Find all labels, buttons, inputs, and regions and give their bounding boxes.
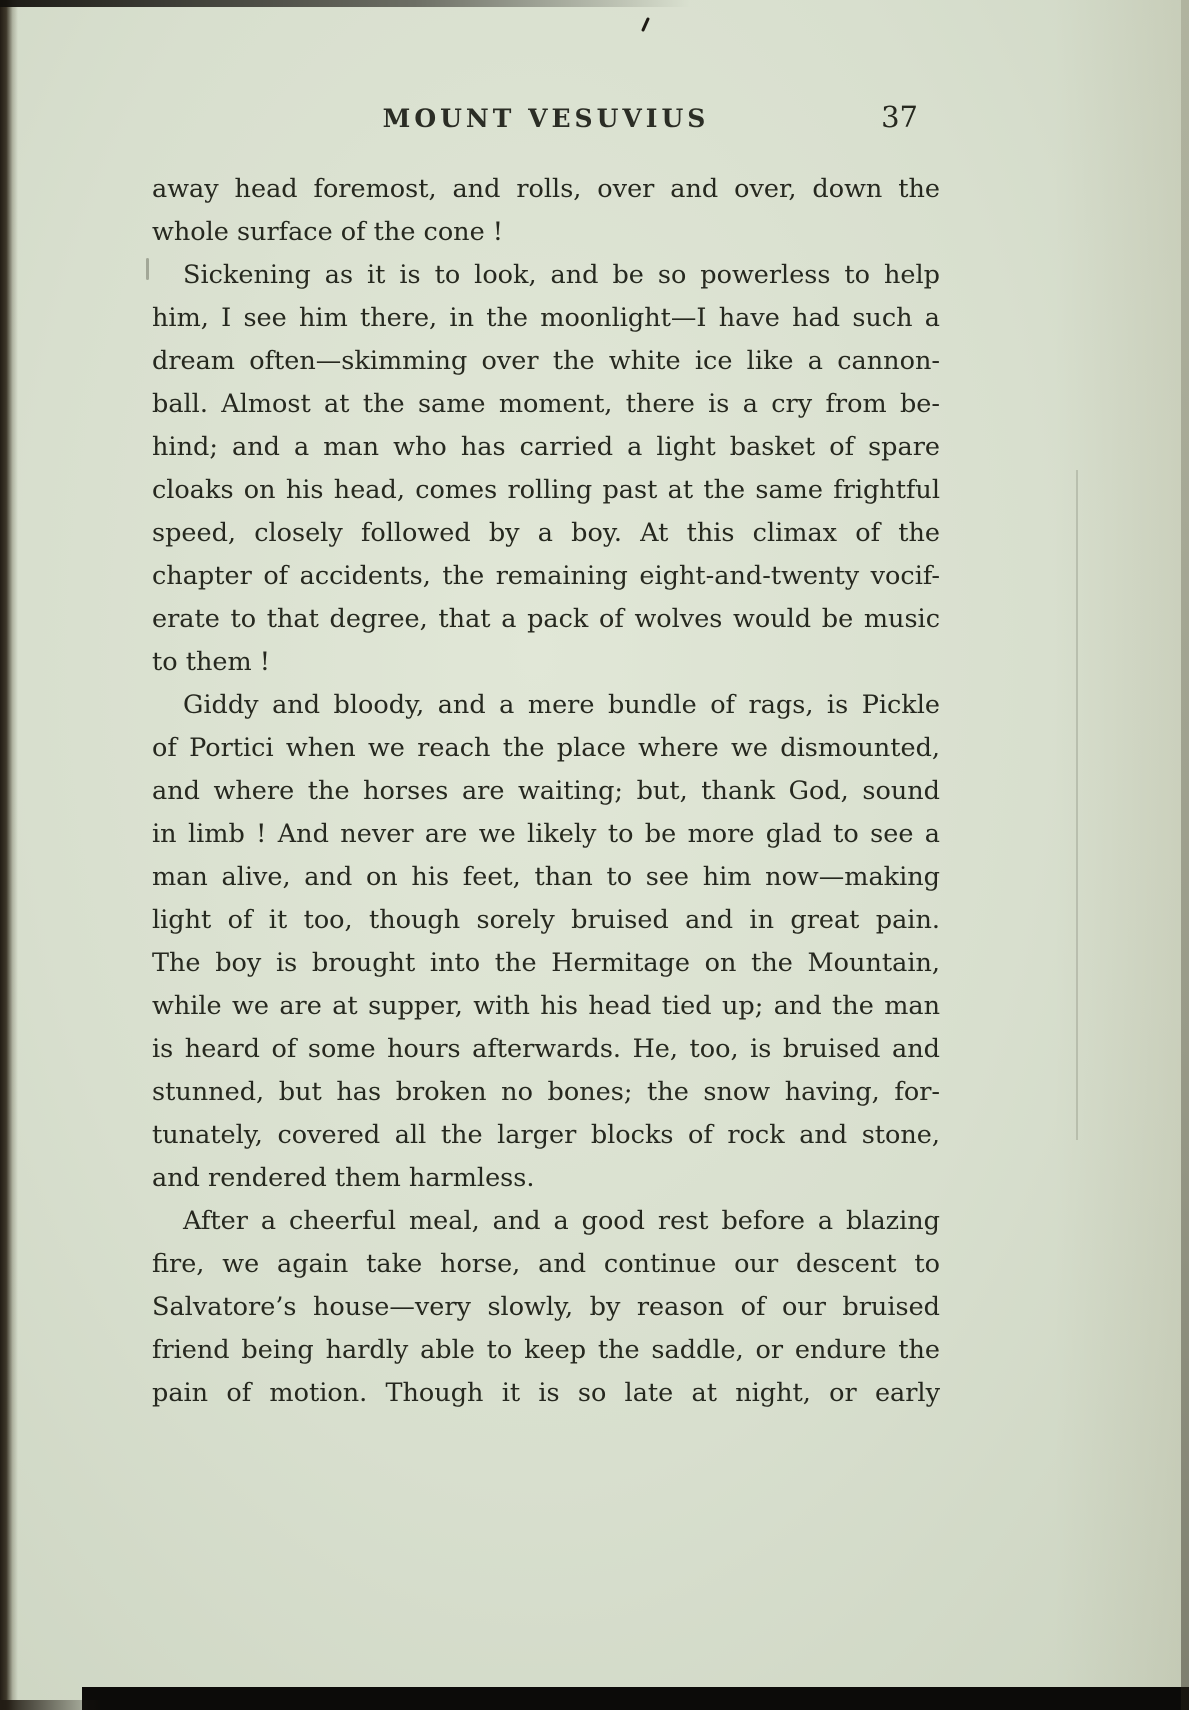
text-line: him, I see him there, in the moonlight—I have had such a [152,303,940,333]
paragraph [152,1200,940,1415]
text-line: pain of motion. Though it is so late at night, or early [152,1378,940,1408]
text-line: of Portici when we reach the place where we dismounted, [152,733,940,763]
page-header [152,100,940,140]
speck-artifact [146,258,149,280]
text-line: stunned, but has broken no bones; the snow having, for- [152,1077,940,1107]
page-number: 37 [881,100,918,134]
text-line: is heard of some hours afterwards. He, too, is bruised and [152,1034,940,1064]
text-line: Sickening as it is to look, and be so powerless to help [183,260,940,290]
text-line: Salvatore’s house—very slowly, by reason of our bruised [152,1292,940,1322]
text-line: light of it too, though sorely bruised and in great pain. [152,905,940,935]
text-line: man alive, and on his feet, than to see him now—making [152,862,940,892]
text-line: chapter of accidents, the remaining eight-and-twenty vocif- [152,561,940,591]
text-line: while we are at supper, with his head tied up; and the man [152,991,940,1021]
text-line: Giddy and bloody, and a mere bundle of rags, is Pickle [183,690,940,720]
text-line: to them ! [152,647,270,677]
text-block [152,168,940,1415]
text-line: away head foremost, and rolls, over and over, down the [152,174,940,204]
text-line: cloaks on his head, comes rolling past at the same frightful [152,475,940,505]
paragraph [152,168,940,254]
top-scan-shadow [0,0,690,7]
text-line: and where the horses are waiting; but, thank God, sound [152,776,940,806]
bottom-left-scan-shadow [0,1700,100,1710]
text-line: fire, we again take horse, and continue our descent to [152,1249,940,1279]
bottom-scan-bar [82,1687,1189,1710]
right-paper-shading [1054,0,1189,1710]
right-scan-shadow [1181,0,1189,1710]
paragraph [152,684,940,1200]
text-line: erate to that degree, that a pack of wolves would be music [152,604,940,634]
scratch-artifact [1076,470,1078,1140]
text-line: and rendered them harmless. [152,1163,535,1193]
text-line: in limb ! And never are we likely to be more glad to see a [152,819,940,849]
left-scan-shadow [0,0,18,1710]
text-line: speed, closely followed by a boy. At this climax of the [152,518,940,548]
text-line: friend being hardly able to keep the saddle, or endure the [152,1335,940,1365]
running-title: MOUNT VESUVIUS [382,104,710,133]
text-line: hind; and a man who has carried a light basket of spare [152,432,940,462]
text-line: The boy is brought into the Hermitage on the Mountain, [152,948,940,978]
text-line: After a cheerful meal, and a good rest before a blazing [183,1206,940,1236]
text-line: whole surface of the cone ! [152,217,504,247]
paragraph [152,254,940,684]
text-line: dream often—skimming over the white ice like a cannon- [152,346,940,376]
stray-mark-artifact [641,17,650,32]
text-line: ball. Almost at the same moment, there is a cry from be- [152,389,940,419]
text-line: tunately, covered all the larger blocks of rock and stone, [152,1120,940,1150]
